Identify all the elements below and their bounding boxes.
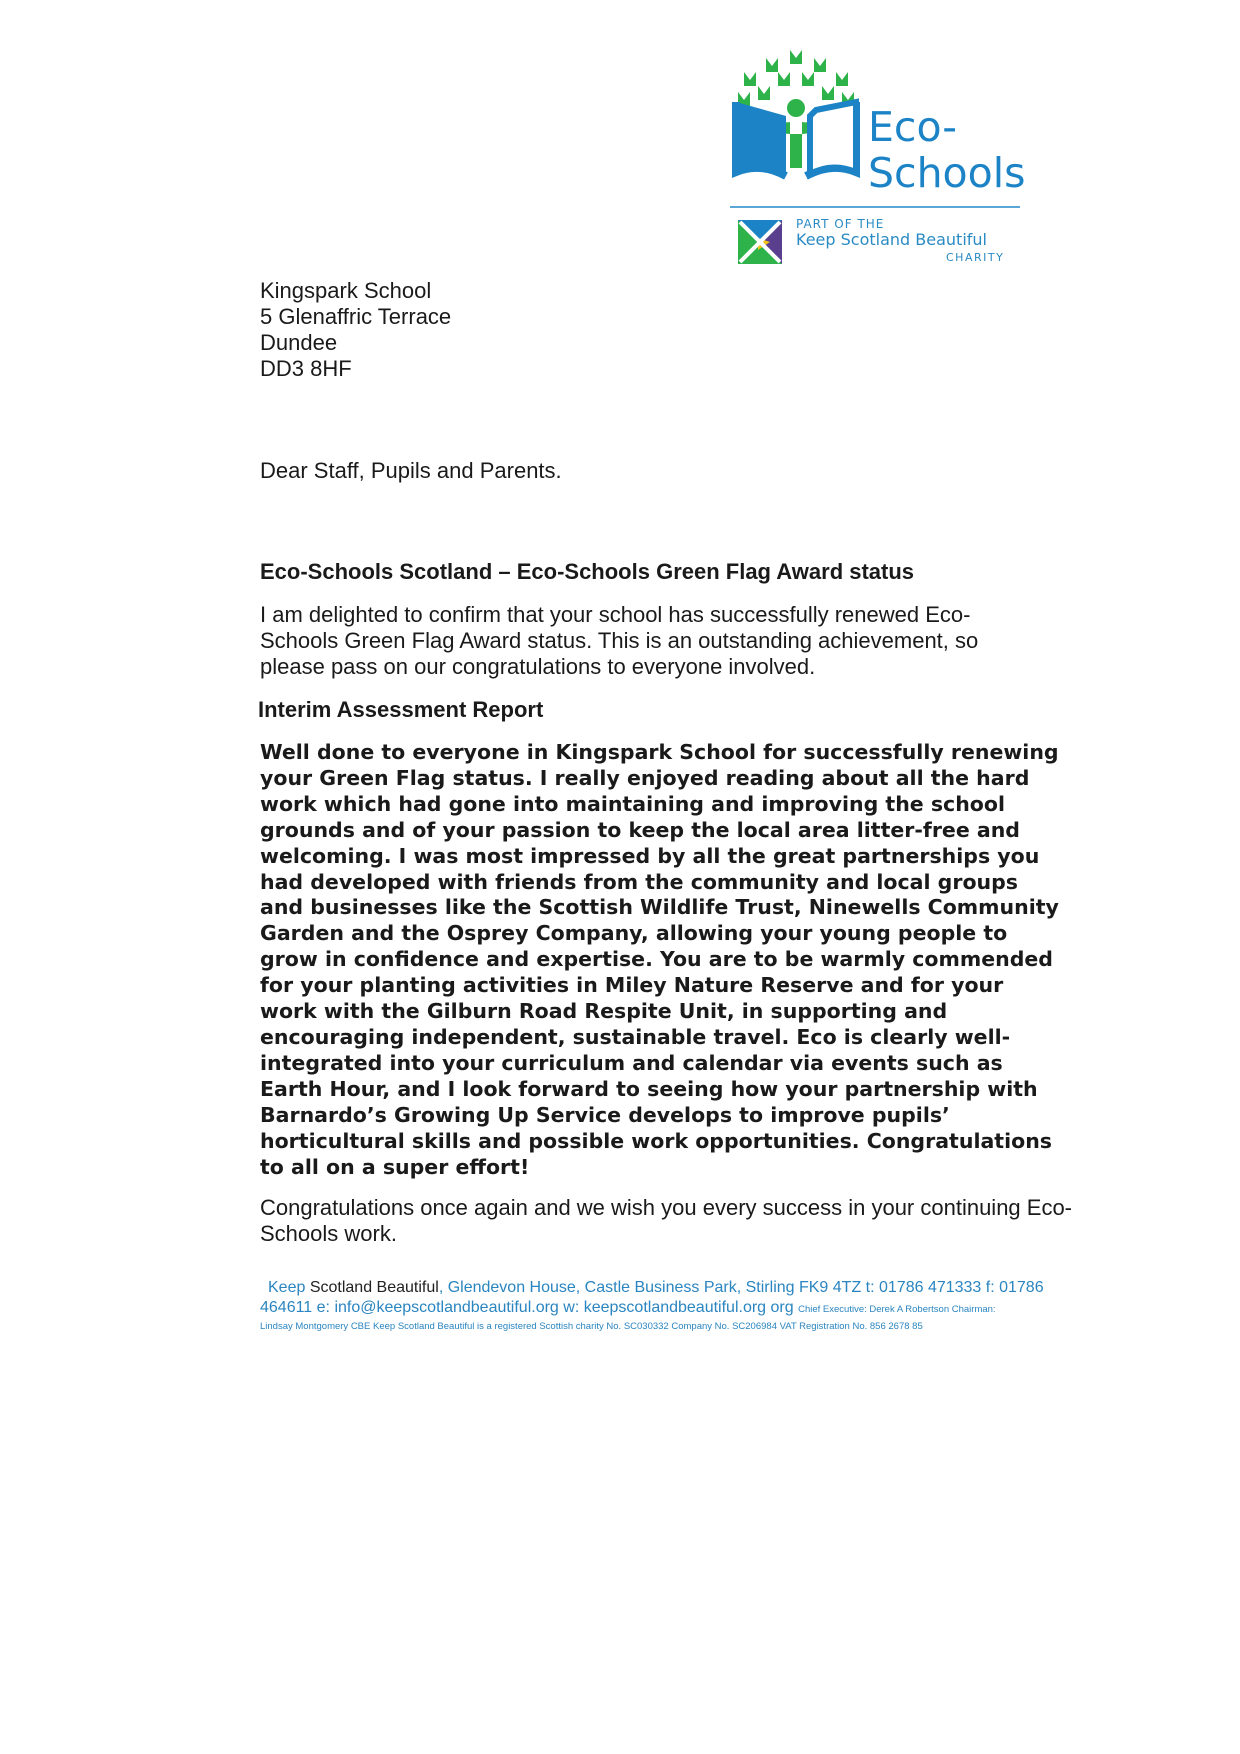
closing-paragraph: Congratulations once again and we wish you every success in your continuing Eco-Schools work. xyxy=(260,1195,1073,1247)
logo-wordmark: Eco- Schools xyxy=(868,103,1026,197)
footer-address: , Glendevon House, Castle Business Park, Stirling FK9 4TZ t: 01786 471333 f: 01786 xyxy=(438,1279,1044,1296)
letter-footer xyxy=(260,1278,1095,1333)
letter-body xyxy=(260,278,1090,1247)
logo-parent-org: Keep Scotland Beautiful xyxy=(796,230,987,249)
address-line: 5 Glenaffric Terrace xyxy=(260,304,452,329)
eco-schools-logo xyxy=(730,50,1030,270)
address-line: Dundee xyxy=(260,330,338,355)
report-paragraph: Well done to everyone in Kingspark School for successfully renewing your Green Flag status. I really enjoyed reading about all the hard work which had gone into maintaining and improving the school grounds and of your passion to keep the local area litter-free and welcoming. I was most impressed by all the great partnerships you had developed with friends from the community and local groups and businesses like the Scottish Wildlife Trust, Ninewells Community Garden and the Osprey Company, allowing your young people to grow in confidence and expertise. You are to be warmly commended for your planting activities in Miley Nature Reserve and for your work with the Gilburn Road Respite Unit, in supporting and encouraging independent, sustainable travel. Eco is clearly well-integrated into your curriculum and calendar via events such as Earth Hour, and I look forward to seeing how your partnership with Barnardo’s Growing Up Service develops to improve pupils’ horticultural skills and possible work opportunities. Congratulations to all on a super effort! xyxy=(260,740,1059,1179)
footer-org-name: Scotland Beautiful xyxy=(309,1279,439,1296)
logo-charity: CHARITY xyxy=(946,251,1005,264)
footer-keep: Keep xyxy=(268,1279,306,1296)
address-line: Kingspark School xyxy=(260,278,432,303)
saltire-icon xyxy=(738,220,782,264)
address-line: DD3 8HF xyxy=(260,356,352,381)
footer-contact: 464611 e: info@keepscotlandbeautiful.org w: keepscotlandbeautiful.org org xyxy=(260,1299,794,1316)
footer-line-1 xyxy=(268,1278,1095,1298)
footer-legal: Lindsay Montgomery CBE Keep Scotland Beautiful is a registered Scottish charity No. SC030332 Company No. SC206984 VAT Registration No. 856 2678 85 xyxy=(260,1321,923,1332)
salutation: Dear Staff, Pupils and Parents. xyxy=(260,458,562,483)
footer-chief-exec: Chief Executive: Derek A Robertson Chairman: xyxy=(798,1304,996,1315)
recipient-address xyxy=(260,278,1090,382)
intro-paragraph: I am delighted to confirm that your school has successfully renewed Eco-Schools Green Flag Award status. This is an outstanding achievement, so please pass on our congratulations to everyone involved. xyxy=(260,602,979,679)
footer-line-2 xyxy=(260,1298,1095,1320)
letter-heading: Eco-Schools Scotland – Eco-Schools Green Flag Award status xyxy=(260,559,915,584)
logo-divider xyxy=(730,206,1020,208)
logo-part-of: PART OF THE xyxy=(796,217,885,231)
tree-book-icon xyxy=(730,50,870,200)
report-heading: Interim Assessment Report xyxy=(258,697,544,722)
